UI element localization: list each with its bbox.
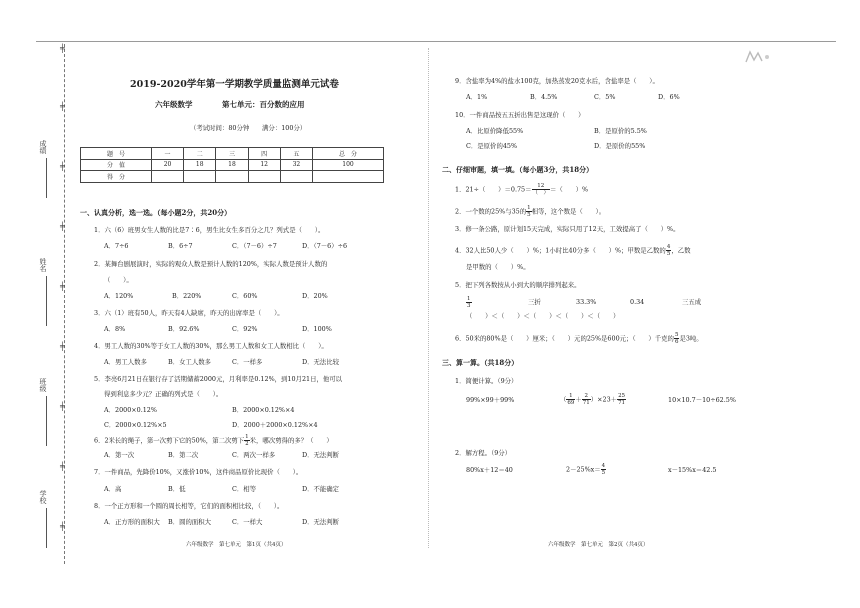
fill-2-text: 2．一个数的25%与35的 bbox=[455, 207, 527, 216]
exam-title: 2019-2020学年第一学期教学质量监测单元试卷 bbox=[130, 79, 339, 90]
option: D．是原价的55% bbox=[594, 142, 646, 150]
gutter-write-line bbox=[46, 508, 47, 548]
option: C．5% bbox=[594, 93, 616, 101]
question-4: 4．男工人数的30%等于女工人数的30%，那么男工人数和女工人数相比（ ）。 bbox=[94, 342, 328, 350]
table-cell: 18 bbox=[184, 159, 216, 171]
score-input-cell[interactable] bbox=[151, 171, 183, 183]
fill-2-text: 相等，这个数是（ ）。 bbox=[531, 207, 606, 216]
denominator: 2 bbox=[245, 441, 249, 447]
table-cell: 五 bbox=[280, 148, 312, 160]
table-cell: 一 bbox=[151, 148, 183, 160]
option: C．两次一样多 bbox=[232, 451, 276, 459]
numerator: 4 bbox=[666, 244, 671, 250]
table-cell: 四 bbox=[248, 148, 280, 160]
page-footer-left: 六年级数学 第七单元 第1页（共4页） bbox=[186, 542, 287, 548]
question-2-cont: （ ）。 bbox=[104, 276, 133, 284]
score-input-cell[interactable] bbox=[184, 171, 216, 183]
question-9: 9．含盐率为4%的盐水100克，加热蒸发20克水后，含盐率是（ ）。 bbox=[455, 77, 659, 85]
equation: 80%x＋12＝40 bbox=[466, 466, 513, 474]
option: A．2000×0.12% bbox=[104, 406, 157, 414]
fill-5-value: 三折 bbox=[528, 298, 541, 306]
option: C．相等 bbox=[232, 485, 257, 493]
denominator: 71 bbox=[582, 400, 590, 406]
option: A．7÷6 bbox=[104, 242, 129, 250]
fill-1-text: 1．21÷（ ）＝0.75＝ bbox=[455, 185, 532, 194]
gutter-label-name: 姓名 bbox=[39, 258, 47, 272]
calc-2: 2．解方程。（9分） bbox=[455, 449, 512, 457]
denominator: 5 bbox=[527, 212, 531, 218]
option: B．是原价的5.5% bbox=[594, 127, 647, 135]
option: D．6% bbox=[658, 93, 680, 101]
fill-1 bbox=[455, 183, 588, 196]
option: A．1% bbox=[466, 93, 488, 101]
score-input-cell[interactable] bbox=[216, 171, 248, 183]
equation: x－15%x＝42.5 bbox=[668, 466, 717, 474]
question-6-text: 6．2米长的绳子，第一次剪下它的50%，第二次剪下 bbox=[94, 436, 245, 445]
score-input-cell[interactable] bbox=[248, 171, 280, 183]
option: D．无法比较 bbox=[302, 358, 340, 366]
table-cell: 三 bbox=[216, 148, 248, 160]
cut-mark: ╪ bbox=[60, 222, 65, 231]
denominator: （ ） bbox=[532, 190, 550, 196]
fill-5-value bbox=[466, 296, 472, 309]
option: C．（7－6）÷7 bbox=[232, 242, 277, 250]
question-8: 8．一个正方形和一个圆的周长相等，它们的面积相比较，（ ）。 bbox=[94, 502, 284, 510]
table-row bbox=[81, 148, 384, 160]
top-rule bbox=[36, 41, 836, 42]
table-cell: 100 bbox=[313, 159, 384, 171]
fill-6-text: 是3吨。 bbox=[679, 334, 703, 343]
fraction bbox=[617, 393, 626, 406]
option: D．20% bbox=[302, 292, 328, 300]
scan-artifact-icon bbox=[742, 48, 772, 66]
section-1-heading: 一、认真分析，选一选。（每小题2分，共20分） bbox=[80, 208, 232, 217]
numerator: 1 bbox=[245, 434, 249, 440]
fill-2 bbox=[455, 205, 605, 218]
option: C．92% bbox=[232, 325, 258, 333]
gutter-label-score: 成绩 bbox=[39, 140, 47, 154]
cut-mark: ╪ bbox=[60, 162, 65, 171]
option: A．正方形的面积大 bbox=[104, 518, 160, 526]
numerator: 4 bbox=[601, 463, 606, 469]
option: B．第二次 bbox=[168, 451, 199, 459]
question-6-text: 米，哪次剪得的多？（ ） bbox=[249, 436, 333, 445]
table-cell: 得 分 bbox=[81, 171, 152, 183]
exam-unit: 第七单元：百分数的应用 bbox=[222, 100, 305, 109]
fill-5-order: （ ）＜（ ）＜（ ）＜（ ）＜（ ） bbox=[466, 312, 620, 320]
option: A．第一次 bbox=[104, 451, 135, 459]
option: B．6÷7 bbox=[168, 242, 193, 250]
fill-5: 5．把下列各数按从小到大的顺序排列起来。 bbox=[455, 281, 581, 289]
option: A．8% bbox=[104, 325, 126, 333]
numerator: 12 bbox=[532, 183, 551, 190]
denominator: 6 bbox=[674, 339, 679, 345]
fill-6-text: 6．50米的80%是（ ）厘米；（ ）元的25%是600元；（ ）千克的 bbox=[455, 334, 674, 343]
section-3-heading: 三、算一算。（共18分） bbox=[442, 358, 519, 367]
option: D．（7－6）÷6 bbox=[302, 242, 348, 250]
question-6 bbox=[94, 434, 333, 447]
table-cell: 12 bbox=[248, 159, 280, 171]
option: A．120% bbox=[104, 292, 134, 300]
option: B．220% bbox=[172, 292, 202, 300]
question-5-cont: 得到利息多少元？正确的列式是（ ）。 bbox=[104, 390, 223, 398]
table-cell: 二 bbox=[184, 148, 216, 160]
cut-mark: ╪ bbox=[60, 462, 65, 471]
table-cell: 18 bbox=[216, 159, 248, 171]
score-input-cell[interactable] bbox=[313, 171, 384, 183]
option: C．60% bbox=[232, 292, 258, 300]
option: C．一样多 bbox=[232, 358, 263, 366]
fill-5-value: 0.34 bbox=[630, 298, 645, 306]
denominator: 5 bbox=[601, 470, 606, 476]
option: B．低 bbox=[168, 485, 186, 493]
option: A．高 bbox=[104, 485, 122, 493]
numerator: 5 bbox=[674, 332, 679, 338]
equation bbox=[566, 463, 606, 476]
expr-text: ＋ bbox=[575, 395, 582, 404]
cut-mark: ╪ bbox=[60, 282, 65, 291]
table-row bbox=[81, 171, 384, 183]
table-cell: 总 分 bbox=[313, 148, 384, 160]
score-input-cell[interactable] bbox=[280, 171, 312, 183]
question-3: 3．六（1）班有50人，昨天有4人缺席，昨天的出席率是（ ）。 bbox=[94, 309, 284, 317]
denominator: 3 bbox=[467, 303, 471, 309]
table-row bbox=[81, 159, 384, 171]
option: D．不能确定 bbox=[302, 485, 340, 493]
calc-expression bbox=[560, 393, 626, 406]
gutter-write-line bbox=[46, 276, 47, 326]
option: B．女工人数多 bbox=[168, 358, 212, 366]
numerator: 2 bbox=[582, 393, 591, 400]
fill-5-value: 33.3% bbox=[576, 298, 597, 306]
option: B．92.6% bbox=[168, 325, 200, 333]
question-2: 2．某舞台剧展演时，实际的观众人数是预计人数的120%，实际人数是预计人数的 bbox=[94, 260, 328, 268]
cut-mark: ╪ bbox=[60, 102, 65, 111]
calc-expression: 99%×99＋99% bbox=[466, 396, 515, 404]
question-7: 7．一件商品，先降价10%，又涨价10%，这件商品原价比现价（ ）。 bbox=[94, 468, 303, 476]
option: A．比原价降低55% bbox=[466, 127, 524, 135]
score-table bbox=[80, 147, 384, 183]
option: D．2000＋2000×0.12%×4 bbox=[232, 421, 318, 429]
denominator: 69 bbox=[567, 400, 575, 406]
question-5: 5．李亮6月21日在银行存了活期储蓄2000元，月利率是0.12%，到10月21日，他可以 bbox=[94, 375, 343, 383]
numerator: 1 bbox=[467, 296, 471, 302]
option: C．是原价的45% bbox=[466, 142, 518, 150]
numerator: 1 bbox=[527, 205, 531, 211]
gutter-label-school: 学校 bbox=[39, 490, 47, 504]
fraction bbox=[601, 463, 607, 476]
option: D．无法判断 bbox=[302, 518, 340, 526]
option: D．100% bbox=[302, 325, 332, 333]
fraction bbox=[582, 393, 591, 406]
option: B．4.5% bbox=[530, 93, 558, 101]
option: C．2000×0.12%×5 bbox=[104, 421, 167, 429]
fill-4-text: 4．32人比50人少（ ）%；1小时比40分多（ ）%；甲数是乙数的 bbox=[455, 246, 666, 255]
gutter-label-class: 班级 bbox=[39, 378, 47, 392]
page-footer-right: 六年级数学 第七单元 第2页（共4页） bbox=[548, 542, 649, 548]
option: B．2000×0.12%×4 bbox=[232, 406, 295, 414]
denominator: 5 bbox=[666, 251, 671, 257]
expr-text: ）×23＋ bbox=[590, 395, 618, 404]
table-cell: 分 值 bbox=[81, 159, 152, 171]
fill-1-text: ＝（ ）% bbox=[550, 185, 589, 194]
fill-4-text: ，乙数 bbox=[671, 246, 691, 255]
fill-4-cont: 是甲数的（ ）%。 bbox=[466, 263, 530, 271]
table-cell: 题 号 bbox=[81, 148, 152, 160]
cut-mark: ╪ bbox=[60, 44, 65, 53]
cut-mark: ╪ bbox=[60, 342, 65, 351]
page-divider bbox=[428, 48, 429, 548]
fraction bbox=[466, 296, 472, 309]
exam-subject: 六年级数学 bbox=[155, 100, 193, 109]
table-cell: 20 bbox=[151, 159, 183, 171]
fill-6 bbox=[455, 332, 703, 345]
binding-line bbox=[64, 44, 65, 564]
table-cell: 32 bbox=[280, 159, 312, 171]
question-1: 1．六（6）班男女生人数的比是7∶6，男生比女生多百分之几？列式是（ ）。 bbox=[94, 226, 325, 234]
denominator: 71 bbox=[618, 400, 626, 406]
option: A．男工人数多 bbox=[104, 358, 147, 366]
exam-info: （考试时间：80分钟 满分：100分） bbox=[190, 124, 307, 132]
fill-5-value: 三五成 bbox=[682, 298, 702, 306]
calc-1: 1．简便计算。（9分） bbox=[455, 377, 518, 385]
equation-text: 2－25%x＝ bbox=[566, 465, 601, 474]
question-10: 10．一件商品按五五折出售是这现价（ ） bbox=[455, 111, 585, 119]
gutter-write-line bbox=[46, 396, 47, 446]
numerator: 1 bbox=[566, 393, 575, 400]
section-2-heading: 二、仔细审题，填一填。（每小题3分，共18分） bbox=[442, 165, 594, 174]
option: C．一样大 bbox=[232, 518, 263, 526]
option: D．无法判断 bbox=[302, 451, 340, 459]
gutter-write-line bbox=[46, 158, 47, 198]
calc-expression: 10×10.7－10÷62.5% bbox=[668, 396, 736, 404]
fraction bbox=[532, 183, 551, 196]
expr-text: （ bbox=[560, 395, 567, 404]
cut-mark: ╪ bbox=[60, 522, 65, 531]
option: B．圆的面积大 bbox=[168, 518, 212, 526]
cut-mark: ╪ bbox=[60, 402, 65, 411]
fill-3: 3．修一条公路，原计划15天完成，实际只用了12天，工效提高了（ ）%。 bbox=[455, 225, 680, 233]
numerator: 25 bbox=[618, 393, 626, 399]
fill-4 bbox=[455, 244, 691, 257]
